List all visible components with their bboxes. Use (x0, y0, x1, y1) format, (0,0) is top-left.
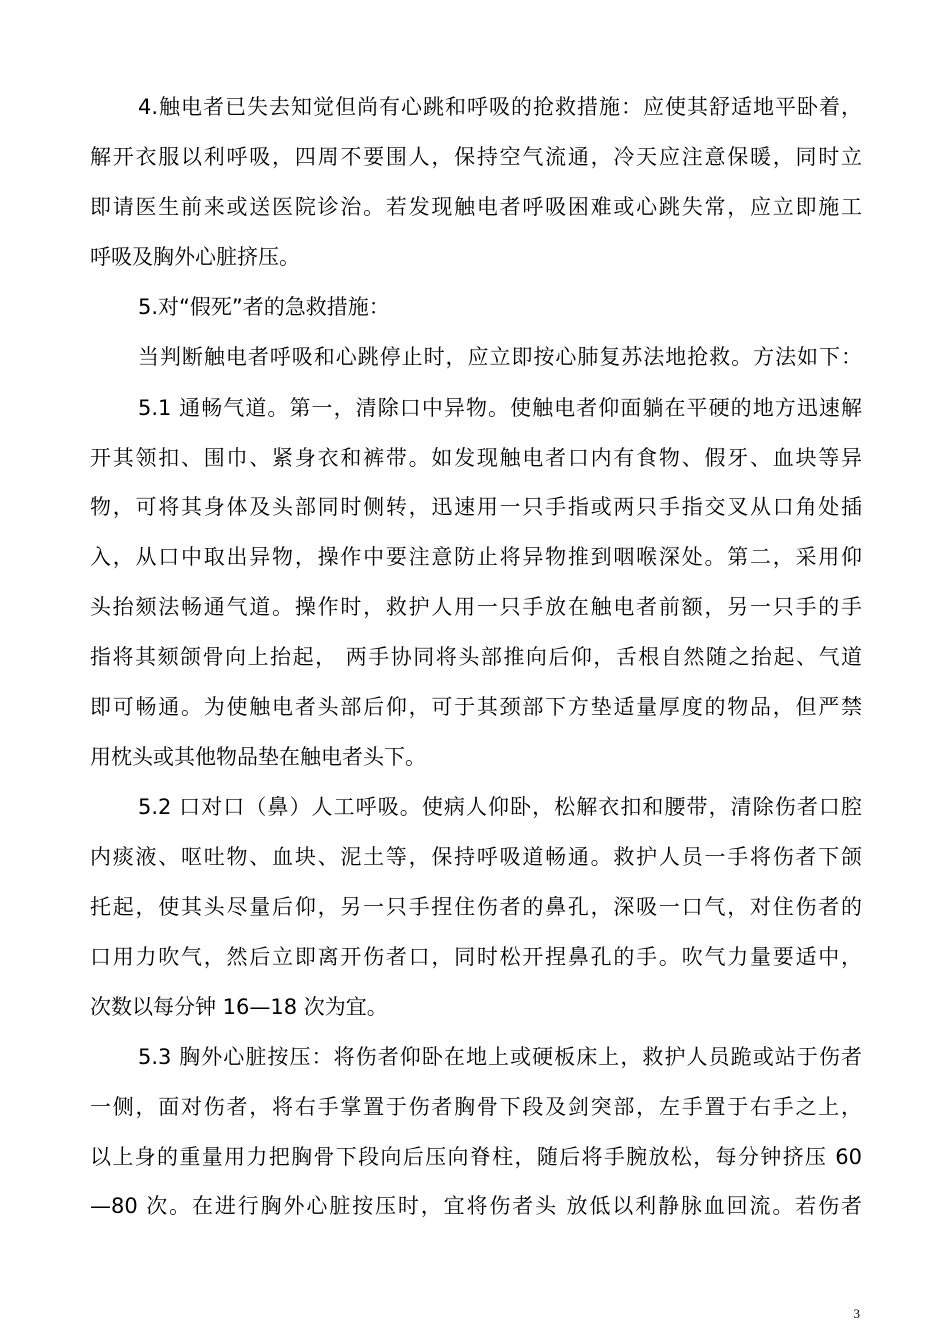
paragraph-5-1-line-6: 指将其颏颌骨向上抬起， 两手协同将头部推向后仰，舌根自然随之抬起、气道 (90, 645, 862, 669)
paragraph-5-3-line-1: 5.3 胸外心脏按压：将伤者仰卧在地上或硬板床上，救护人员跪或站于伤者 (138, 1045, 862, 1069)
paragraph-5-1-line-7: 即可畅通。为使触电者头部后仰，可于其颈部下方垫适量厚度的物品，但严禁 (90, 695, 862, 719)
paragraph-5-2-line-3: 托起，使其头尽量后仰，另一只手捏住伤者的鼻孔，深吸一口气，对住伤者的 (90, 895, 862, 919)
paragraph-5-3-line-3: 以上身的重量用力把胸骨下段向后压向脊柱，随后将手腕放松，每分钟挤压 60 (90, 1145, 862, 1169)
paragraph-4-line-2: 解开衣服以利呼吸，四周不要围人，保持空气流通，冷天应注意保暖，同时立 (90, 145, 862, 169)
paragraph-5-1-line-2: 开其领扣、围巾、紧身衣和裤带。如发现触电者口内有食物、假牙、血块等异 (90, 446, 862, 470)
paragraph-4-line-1: 4.触电者已失去知觉但尚有心跳和呼吸的抢救措施：应使其舒适地平卧着， (138, 95, 862, 119)
paragraph-5-2-line-4: 口用力吹气，然后立即离开伤者口，同时松开捏鼻孔的手。吹气力量要适中， (90, 945, 862, 969)
paragraph-5-2-line-5: 次数以每分钟 16—18 次为宜。 (90, 995, 388, 1019)
paragraph-5-1-line-4: 入，从口中取出异物，操作中要注意防止将异物推到咽喉深处。第二，采用仰 (90, 545, 862, 569)
paragraph-5-1-line-3: 物，可将其身体及头部同时侧转，迅速用一只手指或两只手指交叉从口角处插 (90, 495, 862, 519)
paragraph-5-3-line-2: 一侧，面对伤者，将右手掌置于伤者胸骨下段及剑突部，左手置于右手之上， (90, 1095, 862, 1119)
paragraph-5-1-line-8: 用枕头或其他物品垫在触电者头下。 (90, 745, 426, 769)
paragraph-5-1-line-1: 5.1 通畅气道。第一，清除口中异物。使触电者仰面躺在平硬的地方迅速解 (138, 396, 862, 420)
paragraph-5-3-line-4: —80 次。在进行胸外心脏按压时，宜将伤者头 放低以利静脉血回流。若伤者 (90, 1194, 862, 1218)
paragraph-4-line-3: 即请医生前来或送医院诊治。若发现触电者呼吸困难或心跳失常，应立即施工 (90, 195, 862, 219)
heading-5: 5.对“假死”者的急救措施： (138, 295, 390, 319)
paragraph-4-line-4: 呼吸及胸外心脏挤压。 (90, 245, 300, 269)
paragraph-5-intro: 当判断触电者呼吸和心跳停止时，应立即按心肺复苏法地抢救。方法如下： (138, 345, 862, 369)
paragraph-5-2-line-2: 内痰液、呕吐物、血块、泥土等，保持呼吸道畅通。救护人员一手将伤者下颌 (90, 845, 862, 869)
page-number: 3 (853, 1306, 860, 1321)
paragraph-5-1-line-5: 头抬颏法畅通气道。操作时，救护人用一只手放在触电者前额，另一只手的手 (90, 595, 862, 619)
paragraph-5-2-line-1: 5.2 口对口（鼻）人工呼吸。使病人仰卧，松解衣扣和腰带，清除伤者口腔 (138, 795, 862, 819)
